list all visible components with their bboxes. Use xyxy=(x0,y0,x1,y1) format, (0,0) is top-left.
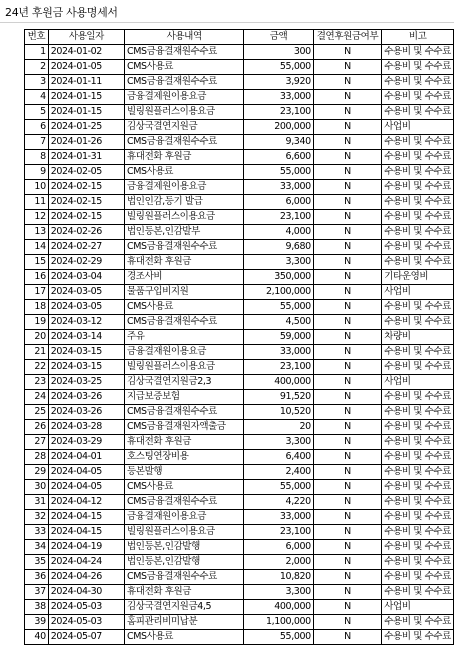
row-date: 2024-03-26 xyxy=(48,405,124,420)
row-note: 수용비 및 수수료 xyxy=(382,615,454,630)
row-amount: 9,340 xyxy=(244,135,313,150)
row-number: 14 xyxy=(25,240,49,255)
row-amount: 6,000 xyxy=(244,195,313,210)
row-description: 빌링원플러스이용요금 xyxy=(125,360,244,375)
row-sponsorship-flag: N xyxy=(313,270,382,285)
row-note: 사업비 xyxy=(382,600,454,615)
table-row xyxy=(25,180,454,195)
row-note: 사업비 xyxy=(382,285,454,300)
row-description: 법인등본,인감발행 xyxy=(125,540,244,555)
row-description: 김상국결연지원금4,5 xyxy=(125,600,244,615)
row-sponsorship-flag: N xyxy=(313,165,382,180)
row-description: 금융결재원이용요금 xyxy=(125,510,244,525)
row-amount: 23,100 xyxy=(244,210,313,225)
title-divider xyxy=(0,22,454,23)
row-date: 2024-04-26 xyxy=(48,570,124,585)
row-note: 수용비 및 수수료 xyxy=(382,195,454,210)
row-date: 2024-03-26 xyxy=(48,390,124,405)
table-row xyxy=(25,150,454,165)
row-note: 수용비 및 수수료 xyxy=(382,465,454,480)
row-description: 법인인감,등기 발급 xyxy=(125,195,244,210)
row-amount: 6,000 xyxy=(244,540,313,555)
row-amount: 2,100,000 xyxy=(244,285,313,300)
header-description: 사용내역 xyxy=(125,30,244,45)
row-number: 38 xyxy=(25,600,49,615)
row-note: 수용비 및 수수료 xyxy=(382,405,454,420)
row-number: 6 xyxy=(25,120,49,135)
row-date: 2024-03-05 xyxy=(48,285,124,300)
row-sponsorship-flag: N xyxy=(313,435,382,450)
row-note: 사업비 xyxy=(382,375,454,390)
row-amount: 4,500 xyxy=(244,315,313,330)
table-row xyxy=(25,450,454,465)
row-amount: 400,000 xyxy=(244,600,313,615)
row-note: 수용비 및 수수료 xyxy=(382,105,454,120)
row-note: 기타운영비 xyxy=(382,270,454,285)
row-sponsorship-flag: N xyxy=(313,105,382,120)
row-amount: 59,000 xyxy=(244,330,313,345)
row-sponsorship-flag: N xyxy=(313,615,382,630)
row-amount: 200,000 xyxy=(244,120,313,135)
row-number: 16 xyxy=(25,270,49,285)
row-description: 경조사비 xyxy=(125,270,244,285)
row-amount: 91,520 xyxy=(244,390,313,405)
row-description: CMS금융결재원수수료 xyxy=(125,240,244,255)
row-date: 2024-02-26 xyxy=(48,225,124,240)
table-row xyxy=(25,480,454,495)
row-description: 김상국결연지원금 xyxy=(125,120,244,135)
row-number: 30 xyxy=(25,480,49,495)
row-number: 11 xyxy=(25,195,49,210)
row-note: 수용비 및 수수료 xyxy=(382,480,454,495)
table-row xyxy=(25,510,454,525)
row-note: 수용비 및 수수료 xyxy=(382,255,454,270)
table-row xyxy=(25,330,454,345)
row-amount: 55,000 xyxy=(244,630,313,645)
row-sponsorship-flag: N xyxy=(313,180,382,195)
row-number: 22 xyxy=(25,360,49,375)
row-number: 34 xyxy=(25,540,49,555)
row-note: 수용비 및 수수료 xyxy=(382,210,454,225)
row-sponsorship-flag: N xyxy=(313,390,382,405)
row-sponsorship-flag: N xyxy=(313,195,382,210)
row-number: 4 xyxy=(25,90,49,105)
row-date: 2024-02-05 xyxy=(48,165,124,180)
row-amount: 33,000 xyxy=(244,90,313,105)
table-row xyxy=(25,195,454,210)
row-amount: 350,000 xyxy=(244,270,313,285)
row-amount: 55,000 xyxy=(244,60,313,75)
row-amount: 20 xyxy=(244,420,313,435)
table-row xyxy=(25,60,454,75)
table-row xyxy=(25,570,454,585)
row-sponsorship-flag: N xyxy=(313,150,382,165)
row-description: CMS사용료 xyxy=(125,165,244,180)
row-note: 차량비 xyxy=(382,330,454,345)
row-date: 2024-03-15 xyxy=(48,345,124,360)
table-header-row xyxy=(25,30,454,45)
row-sponsorship-flag: N xyxy=(313,360,382,375)
row-number: 18 xyxy=(25,300,49,315)
header-note: 비고 xyxy=(382,30,454,45)
table-row xyxy=(25,600,454,615)
row-description: CMS금융결재원수수료 xyxy=(125,570,244,585)
row-description: CMS금융결재원자액출금 xyxy=(125,420,244,435)
row-date: 2024-01-02 xyxy=(48,45,124,60)
row-sponsorship-flag: N xyxy=(313,600,382,615)
row-number: 40 xyxy=(25,630,49,645)
row-amount: 400,000 xyxy=(244,375,313,390)
row-description: 김상국결연지원금2,3 xyxy=(125,375,244,390)
row-number: 12 xyxy=(25,210,49,225)
row-description: CMS금융결재원수수료 xyxy=(125,75,244,90)
row-sponsorship-flag: N xyxy=(313,480,382,495)
row-amount: 2,000 xyxy=(244,555,313,570)
row-sponsorship-flag: N xyxy=(313,465,382,480)
row-note: 수용비 및 수수료 xyxy=(382,630,454,645)
row-amount: 4,000 xyxy=(244,225,313,240)
row-sponsorship-flag: N xyxy=(313,225,382,240)
row-description: CMS사용료 xyxy=(125,630,244,645)
row-date: 2024-05-07 xyxy=(48,630,124,645)
row-note: 수용비 및 수수료 xyxy=(382,360,454,375)
row-sponsorship-flag: N xyxy=(313,120,382,135)
row-note: 수용비 및 수수료 xyxy=(382,240,454,255)
row-date: 2024-04-12 xyxy=(48,495,124,510)
row-note: 수용비 및 수수료 xyxy=(382,390,454,405)
row-number: 31 xyxy=(25,495,49,510)
row-amount: 23,100 xyxy=(244,525,313,540)
row-number: 37 xyxy=(25,585,49,600)
row-description: 빌링원플러스이용요금 xyxy=(125,525,244,540)
row-date: 2024-04-01 xyxy=(48,450,124,465)
row-sponsorship-flag: N xyxy=(313,405,382,420)
header-sponsorship-flag: 결연후원금여부 xyxy=(313,30,382,45)
row-note: 수용비 및 수수료 xyxy=(382,510,454,525)
row-date: 2024-03-29 xyxy=(48,435,124,450)
row-number: 27 xyxy=(25,435,49,450)
row-date: 2024-01-25 xyxy=(48,120,124,135)
row-number: 7 xyxy=(25,135,49,150)
row-description: 물품구입비지원 xyxy=(125,285,244,300)
row-description: 주유 xyxy=(125,330,244,345)
row-sponsorship-flag: N xyxy=(313,570,382,585)
row-description: CMS사용료 xyxy=(125,300,244,315)
row-number: 5 xyxy=(25,105,49,120)
row-amount: 4,220 xyxy=(244,495,313,510)
row-description: 등본발행 xyxy=(125,465,244,480)
table-row xyxy=(25,630,454,645)
row-number: 3 xyxy=(25,75,49,90)
row-amount: 33,000 xyxy=(244,510,313,525)
row-note: 수용비 및 수수료 xyxy=(382,165,454,180)
table-row xyxy=(25,285,454,300)
row-sponsorship-flag: N xyxy=(313,630,382,645)
row-date: 2024-05-03 xyxy=(48,600,124,615)
row-description: 금융결제원이용요금 xyxy=(125,90,244,105)
row-number: 35 xyxy=(25,555,49,570)
row-sponsorship-flag: N xyxy=(313,60,382,75)
table-row xyxy=(25,540,454,555)
row-number: 9 xyxy=(25,165,49,180)
row-number: 24 xyxy=(25,390,49,405)
row-date: 2024-04-15 xyxy=(48,525,124,540)
table-row xyxy=(25,120,454,135)
table-row xyxy=(25,465,454,480)
row-number: 32 xyxy=(25,510,49,525)
row-note: 수용비 및 수수료 xyxy=(382,540,454,555)
row-note: 수용비 및 수수료 xyxy=(382,450,454,465)
row-amount: 6,600 xyxy=(244,150,313,165)
table-row xyxy=(25,420,454,435)
row-amount: 55,000 xyxy=(244,480,313,495)
row-sponsorship-flag: N xyxy=(313,135,382,150)
row-description: 홈피관리비미납분 xyxy=(125,615,244,630)
row-amount: 55,000 xyxy=(244,300,313,315)
row-date: 2024-02-15 xyxy=(48,210,124,225)
row-note: 수용비 및 수수료 xyxy=(382,495,454,510)
table-row xyxy=(25,615,454,630)
row-amount: 10,820 xyxy=(244,570,313,585)
table-row xyxy=(25,225,454,240)
row-sponsorship-flag: N xyxy=(313,375,382,390)
row-description: CMS금융결재원수수료 xyxy=(125,405,244,420)
row-date: 2024-01-15 xyxy=(48,105,124,120)
row-description: 금융결재원이용요금 xyxy=(125,345,244,360)
row-description: CMS금융결재원수수료 xyxy=(125,315,244,330)
row-note: 수용비 및 수수료 xyxy=(382,525,454,540)
row-description: CMS금융결재원수수료 xyxy=(125,45,244,60)
row-number: 25 xyxy=(25,405,49,420)
table-row xyxy=(25,360,454,375)
row-date: 2024-01-05 xyxy=(48,60,124,75)
row-description: CMS사용료 xyxy=(125,480,244,495)
row-amount: 23,100 xyxy=(244,360,313,375)
row-note: 수용비 및 수수료 xyxy=(382,45,454,60)
row-description: 휴대전화 후원금 xyxy=(125,435,244,450)
row-date: 2024-01-15 xyxy=(48,90,124,105)
row-description: 빌링원플러스이용요금 xyxy=(125,105,244,120)
row-date: 2024-04-05 xyxy=(48,480,124,495)
table-row xyxy=(25,315,454,330)
row-description: CMS사용료 xyxy=(125,60,244,75)
row-sponsorship-flag: N xyxy=(313,90,382,105)
row-note: 수용비 및 수수료 xyxy=(382,585,454,600)
row-note: 수용비 및 수수료 xyxy=(382,135,454,150)
table-row xyxy=(25,405,454,420)
row-description: 휴대전화 후원금 xyxy=(125,585,244,600)
row-amount: 9,680 xyxy=(244,240,313,255)
table-row xyxy=(25,345,454,360)
row-note: 수용비 및 수수료 xyxy=(382,570,454,585)
row-number: 28 xyxy=(25,450,49,465)
table-row xyxy=(25,585,454,600)
row-amount: 6,400 xyxy=(244,450,313,465)
row-note: 수용비 및 수수료 xyxy=(382,150,454,165)
row-date: 2024-01-11 xyxy=(48,75,124,90)
row-note: 수용비 및 수수료 xyxy=(382,75,454,90)
row-sponsorship-flag: N xyxy=(313,495,382,510)
row-number: 39 xyxy=(25,615,49,630)
row-number: 33 xyxy=(25,525,49,540)
row-date: 2024-03-15 xyxy=(48,360,124,375)
row-amount: 33,000 xyxy=(244,345,313,360)
table-row xyxy=(25,375,454,390)
row-amount: 55,000 xyxy=(244,165,313,180)
table-row xyxy=(25,255,454,270)
row-date: 2024-04-05 xyxy=(48,465,124,480)
row-sponsorship-flag: N xyxy=(313,585,382,600)
table-row xyxy=(25,105,454,120)
row-number: 36 xyxy=(25,570,49,585)
row-date: 2024-02-27 xyxy=(48,240,124,255)
row-number: 23 xyxy=(25,375,49,390)
table-row xyxy=(25,90,454,105)
row-number: 10 xyxy=(25,180,49,195)
row-sponsorship-flag: N xyxy=(313,555,382,570)
row-number: 26 xyxy=(25,420,49,435)
row-description: 호스팅연장비용 xyxy=(125,450,244,465)
row-date: 2024-04-19 xyxy=(48,540,124,555)
table-row xyxy=(25,210,454,225)
row-date: 2024-01-26 xyxy=(48,135,124,150)
row-note: 수용비 및 수수료 xyxy=(382,90,454,105)
table-row xyxy=(25,75,454,90)
row-date: 2024-02-15 xyxy=(48,180,124,195)
expense-table xyxy=(24,29,454,645)
row-sponsorship-flag: N xyxy=(313,420,382,435)
row-amount: 10,520 xyxy=(244,405,313,420)
page-title: 24년 후원금 사용명세서 xyxy=(5,6,118,19)
row-note: 수용비 및 수수료 xyxy=(382,420,454,435)
header-date: 사용일자 xyxy=(48,30,124,45)
row-amount: 300 xyxy=(244,45,313,60)
row-sponsorship-flag: N xyxy=(313,285,382,300)
row-date: 2024-03-25 xyxy=(48,375,124,390)
row-note: 수용비 및 수수료 xyxy=(382,300,454,315)
row-sponsorship-flag: N xyxy=(313,45,382,60)
row-amount: 3,300 xyxy=(244,585,313,600)
row-note: 수용비 및 수수료 xyxy=(382,315,454,330)
row-amount: 2,400 xyxy=(244,465,313,480)
row-sponsorship-flag: N xyxy=(313,330,382,345)
row-note: 수용비 및 수수료 xyxy=(382,225,454,240)
row-number: 8 xyxy=(25,150,49,165)
row-sponsorship-flag: N xyxy=(313,75,382,90)
row-date: 2024-03-12 xyxy=(48,315,124,330)
row-amount: 3,300 xyxy=(244,435,313,450)
row-sponsorship-flag: N xyxy=(313,210,382,225)
table-row xyxy=(25,240,454,255)
row-number: 1 xyxy=(25,45,49,60)
table-row xyxy=(25,270,454,285)
row-number: 19 xyxy=(25,315,49,330)
row-number: 21 xyxy=(25,345,49,360)
row-amount: 3,920 xyxy=(244,75,313,90)
row-date: 2024-03-14 xyxy=(48,330,124,345)
row-sponsorship-flag: N xyxy=(313,450,382,465)
row-description: 지급보증보험 xyxy=(125,390,244,405)
table-row xyxy=(25,390,454,405)
row-note: 사업비 xyxy=(382,120,454,135)
table-row xyxy=(25,525,454,540)
row-description: 빌링원플러스이용요금 xyxy=(125,210,244,225)
row-sponsorship-flag: N xyxy=(313,315,382,330)
table-row xyxy=(25,45,454,60)
row-description: CMS금융결재원수수료 xyxy=(125,135,244,150)
row-note: 수용비 및 수수료 xyxy=(382,60,454,75)
header-number: 번호 xyxy=(25,30,49,45)
header-amount: 금액 xyxy=(244,30,313,45)
row-description: 휴대전화 후원금 xyxy=(125,150,244,165)
row-note: 수용비 및 수수료 xyxy=(382,435,454,450)
table-row xyxy=(25,165,454,180)
row-description: CMS금융결재원수수료 xyxy=(125,495,244,510)
row-sponsorship-flag: N xyxy=(313,510,382,525)
row-number: 15 xyxy=(25,255,49,270)
row-date: 2024-04-15 xyxy=(48,510,124,525)
table-row xyxy=(25,435,454,450)
row-date: 2024-03-28 xyxy=(48,420,124,435)
row-amount: 3,300 xyxy=(244,255,313,270)
row-sponsorship-flag: N xyxy=(313,300,382,315)
row-description: 법인등본,인감발부 xyxy=(125,225,244,240)
row-number: 2 xyxy=(25,60,49,75)
row-sponsorship-flag: N xyxy=(313,240,382,255)
row-date: 2024-03-04 xyxy=(48,270,124,285)
row-date: 2024-04-30 xyxy=(48,585,124,600)
row-amount: 33,000 xyxy=(244,180,313,195)
row-number: 20 xyxy=(25,330,49,345)
row-date: 2024-01-31 xyxy=(48,150,124,165)
row-sponsorship-flag: N xyxy=(313,255,382,270)
row-sponsorship-flag: N xyxy=(313,525,382,540)
row-date: 2024-02-29 xyxy=(48,255,124,270)
row-note: 수용비 및 수수료 xyxy=(382,555,454,570)
row-note: 수용비 및 수수료 xyxy=(382,345,454,360)
table-row xyxy=(25,495,454,510)
row-number: 13 xyxy=(25,225,49,240)
row-date: 2024-02-15 xyxy=(48,195,124,210)
row-description: 금융결제원이용요금 xyxy=(125,180,244,195)
row-description: 휴대전화 후원금 xyxy=(125,255,244,270)
row-date: 2024-03-05 xyxy=(48,300,124,315)
row-amount: 23,100 xyxy=(244,105,313,120)
row-sponsorship-flag: N xyxy=(313,540,382,555)
row-amount: 1,100,000 xyxy=(244,615,313,630)
row-date: 2024-04-24 xyxy=(48,555,124,570)
table-row xyxy=(25,300,454,315)
row-description: 법인등본,인감발행 xyxy=(125,555,244,570)
row-sponsorship-flag: N xyxy=(313,345,382,360)
row-number: 17 xyxy=(25,285,49,300)
row-date: 2024-05-03 xyxy=(48,615,124,630)
table-row xyxy=(25,135,454,150)
row-number: 29 xyxy=(25,465,49,480)
row-note: 수용비 및 수수료 xyxy=(382,180,454,195)
table-row xyxy=(25,555,454,570)
